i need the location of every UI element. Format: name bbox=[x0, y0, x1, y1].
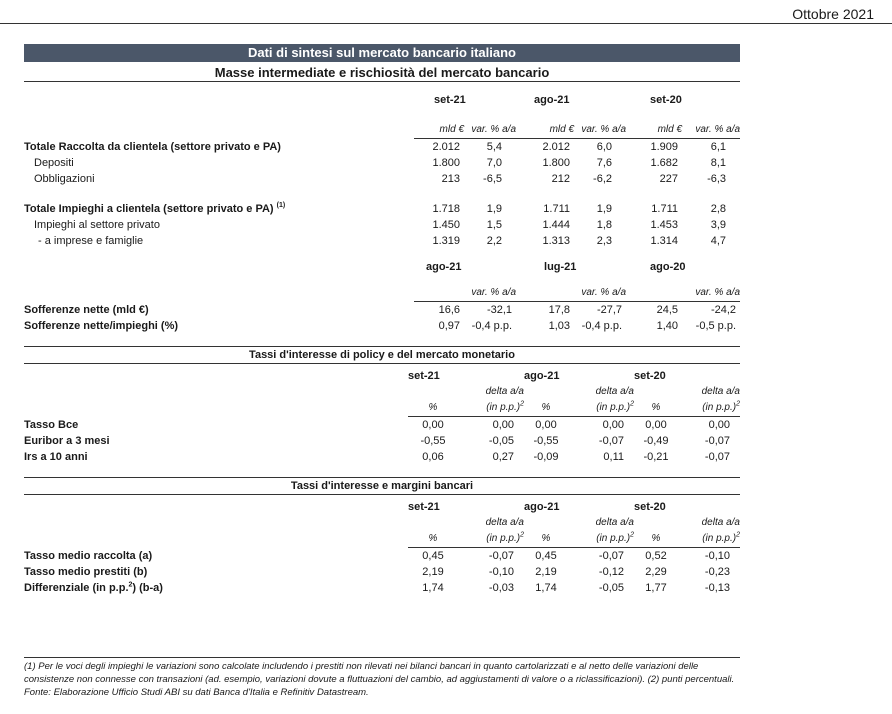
cell-value: 7,6 bbox=[596, 157, 613, 169]
cell-value: -24,2 bbox=[710, 304, 737, 316]
cell-value: -0,13 bbox=[704, 582, 730, 594]
table-row bbox=[24, 233, 740, 249]
table-row bbox=[24, 155, 740, 171]
cell-value: 1.909 bbox=[650, 141, 679, 153]
table-row bbox=[24, 139, 740, 156]
cell-value: 1,5 bbox=[486, 219, 503, 231]
cell-value: 1.453 bbox=[650, 219, 679, 231]
unit-pct: % bbox=[634, 400, 678, 417]
row-label: Tasso medio prestiti (b) bbox=[24, 566, 148, 578]
unit-pct: % bbox=[408, 400, 458, 417]
policy-table bbox=[24, 368, 740, 465]
table-row bbox=[24, 201, 740, 217]
cell-value: 1.711 bbox=[651, 203, 679, 215]
row-label: Irs a 10 anni bbox=[24, 451, 88, 463]
cell-value: 0,11 bbox=[603, 451, 624, 463]
cell-value: 1.718 bbox=[432, 203, 460, 215]
period-header: ago-21 bbox=[426, 261, 462, 273]
unit-var: var. % a/a bbox=[682, 122, 740, 139]
period-header: set-21 bbox=[408, 501, 440, 513]
cell-value: 0,00 bbox=[422, 419, 444, 431]
cell-value: -0,55 bbox=[420, 435, 446, 447]
row-label: Impieghi al settore privato bbox=[34, 219, 160, 231]
delta-label: delta a/a bbox=[701, 517, 740, 528]
cell-value: 227 bbox=[659, 173, 679, 185]
period-header: set-20 bbox=[634, 370, 666, 382]
cell-value: 1.682 bbox=[650, 157, 679, 169]
cell-value: 17,8 bbox=[548, 304, 571, 316]
unit-var: var. % a/a bbox=[574, 285, 626, 302]
cell-value: 8,1 bbox=[710, 157, 727, 169]
cell-value: 0,97 bbox=[438, 320, 460, 332]
section-title-bancari: Tassi d'interesse e margini bancari bbox=[290, 480, 474, 492]
cell-value: 3,9 bbox=[710, 219, 727, 231]
unit-pp: (in p.p.)$^2$ bbox=[458, 400, 524, 417]
report-body bbox=[24, 44, 740, 596]
row-label: Euribor a 3 mesi bbox=[24, 435, 110, 447]
table-row bbox=[24, 449, 740, 465]
cell-value: 0,00 bbox=[602, 419, 624, 431]
cell-value: -0,23 bbox=[704, 566, 730, 578]
cell-value: 0,45 bbox=[422, 550, 444, 562]
cell-value: 2,8 bbox=[710, 203, 727, 215]
table-row bbox=[24, 217, 740, 233]
cell-value: 1.444 bbox=[542, 219, 571, 231]
cell-value: 1.313 bbox=[542, 235, 571, 247]
unit-mld: mld € bbox=[626, 122, 682, 139]
cell-value: 0,45 bbox=[535, 550, 557, 562]
bancari-table bbox=[24, 499, 740, 596]
period-header: set-20 bbox=[634, 501, 666, 513]
cell-value: 1,9 bbox=[486, 203, 503, 215]
cell-value: 0,00 bbox=[535, 419, 557, 431]
row-label: Tasso medio raccolta (a) bbox=[24, 549, 153, 562]
cell-value: -0,5 p.p. bbox=[695, 320, 737, 332]
unit-var: var. % a/a bbox=[574, 122, 626, 139]
cell-value: 2.012 bbox=[542, 141, 571, 153]
impieghi-rows bbox=[24, 201, 740, 249]
cell-value: 16,6 bbox=[438, 304, 460, 316]
period-header: ago-21 bbox=[524, 501, 560, 513]
cell-value: -6,5 bbox=[483, 173, 503, 185]
cell-value: -0,07 bbox=[598, 550, 624, 562]
period-header: ago-20 bbox=[650, 261, 686, 273]
bancari-rows bbox=[24, 548, 740, 597]
cell-value: -0,05 bbox=[598, 582, 624, 594]
policy-rows bbox=[24, 417, 740, 466]
unit-pct: % bbox=[524, 400, 568, 417]
period-header: set-21 bbox=[408, 370, 440, 382]
cell-value: 1.800 bbox=[542, 157, 571, 169]
cell-value: 1,77 bbox=[645, 582, 667, 594]
row-label: - a imprese e famiglie bbox=[38, 235, 144, 247]
cell-value: -0,4 p.p. bbox=[471, 320, 513, 332]
table-row bbox=[24, 171, 740, 187]
cell-value: -32,1 bbox=[486, 304, 513, 316]
cell-value: -0,03 bbox=[488, 582, 514, 594]
unit-pct: % bbox=[634, 531, 678, 548]
delta-label: delta a/a bbox=[485, 386, 524, 397]
cell-value: -0,4 p.p. bbox=[581, 320, 623, 332]
row-label: Differenziale (in p.p.$^2$) (b-a) bbox=[24, 581, 163, 594]
cell-value: 1,03 bbox=[548, 320, 571, 332]
table-row bbox=[24, 548, 740, 565]
cell-value: 1.314 bbox=[650, 235, 679, 247]
period-header: set-21 bbox=[434, 94, 466, 106]
period-header: set-20 bbox=[650, 94, 682, 106]
cell-value: 4,7 bbox=[710, 235, 727, 247]
cell-value: -6,2 bbox=[593, 173, 613, 185]
cell-value: 1.319 bbox=[432, 235, 460, 247]
cell-value: -0,21 bbox=[643, 451, 669, 463]
section-rule bbox=[24, 363, 740, 364]
page-title: Dati di sintesi sul mercato bancario italiano bbox=[24, 44, 740, 62]
period-header: lug-21 bbox=[544, 261, 577, 273]
page-subtitle: Masse intermediate e rischiosità del mercato bancario bbox=[214, 65, 550, 80]
row-label: Totale Impieghi a clientela (settore privato e PA) $^{(1)}$ bbox=[24, 202, 286, 215]
cell-value: 1,40 bbox=[656, 320, 679, 332]
delta-label: delta a/a bbox=[595, 386, 634, 397]
cell-value: -0,07 bbox=[598, 435, 624, 447]
cell-value: -0,09 bbox=[533, 451, 559, 463]
section-rule bbox=[24, 494, 740, 495]
cell-value: 1,74 bbox=[422, 582, 444, 594]
table-row bbox=[24, 417, 740, 434]
row-label: Tasso Bce bbox=[24, 418, 79, 431]
delta-label: delta a/a bbox=[595, 517, 634, 528]
cell-value: 1,8 bbox=[596, 219, 613, 231]
cell-value: 1,9 bbox=[596, 203, 613, 215]
cell-value: 0,06 bbox=[422, 451, 444, 463]
cell-value: 0,00 bbox=[645, 419, 667, 431]
masse-table bbox=[24, 92, 740, 334]
cell-value: 6,1 bbox=[710, 141, 727, 153]
unit-var: var. % a/a bbox=[682, 285, 740, 302]
row-label: Sofferenze nette (mld €) bbox=[24, 303, 149, 316]
cell-value: -0,10 bbox=[488, 566, 514, 578]
unit-var: var. % a/a bbox=[464, 285, 516, 302]
cell-value: 24,5 bbox=[656, 304, 679, 316]
delta-label: delta a/a bbox=[701, 386, 740, 397]
table-row bbox=[24, 318, 740, 334]
cell-value: 2,3 bbox=[596, 235, 613, 247]
cell-value: 2,19 bbox=[535, 566, 557, 578]
cell-value: 1.800 bbox=[432, 157, 460, 169]
cell-value: -0,07 bbox=[704, 451, 730, 463]
unit-pct: % bbox=[408, 531, 458, 548]
raccolta-rows bbox=[24, 139, 740, 188]
cell-value: 2,19 bbox=[422, 566, 444, 578]
subtitle-rule bbox=[24, 81, 740, 82]
row-label: Obbligazioni bbox=[34, 173, 95, 185]
cell-value: 0,00 bbox=[708, 419, 730, 431]
cell-value: 0,00 bbox=[492, 419, 514, 431]
header-rule bbox=[0, 23, 892, 24]
cell-value: 2,2 bbox=[486, 235, 503, 247]
cell-value: -0,12 bbox=[598, 566, 624, 578]
cell-value: -6,3 bbox=[707, 173, 727, 185]
table-row bbox=[24, 580, 740, 596]
sofferenze-rows bbox=[24, 302, 740, 335]
unit-mld: mld € bbox=[414, 122, 464, 139]
cell-value: 2,29 bbox=[645, 566, 667, 578]
cell-value: 1.711 bbox=[543, 203, 571, 215]
cell-value: 2.012 bbox=[432, 141, 460, 153]
unit-pct: % bbox=[524, 531, 568, 548]
cell-value: -0,05 bbox=[488, 435, 514, 447]
cell-value: -0,07 bbox=[704, 435, 730, 447]
row-label: Sofferenze nette/impieghi (%) bbox=[24, 320, 179, 332]
cell-value: -0,49 bbox=[643, 435, 669, 447]
section-title-policy: Tassi d'interesse di policy e del mercato monetario bbox=[249, 349, 515, 361]
unit-pp: (in p.p.)$^2$ bbox=[458, 531, 524, 548]
row-label: Depositi bbox=[34, 157, 74, 169]
unit-pp: (in p.p.)$^2$ bbox=[678, 400, 740, 417]
cell-value: 213 bbox=[441, 173, 460, 185]
cell-value: -0,10 bbox=[704, 550, 730, 562]
cell-value: 1.450 bbox=[432, 219, 460, 231]
cell-value: 1,74 bbox=[535, 582, 557, 594]
cell-value: -27,7 bbox=[596, 304, 623, 316]
unit-pp: (in p.p.)$^2$ bbox=[568, 531, 634, 548]
table-row bbox=[24, 302, 740, 319]
footnote: (1) Per le voci degli impieghi le variazioni sono calcolate includendo i prestiti non rilevati nei bilanci bancari in quanto cartolarizzati e al netto delle variazioni delle consistenze non connesse con transazioni (ad. esempio, variazioni dovute a fluttuazioni del cambio, ad aggiustamenti di valore o a riclassificazioni). (2) punti percentuali. Fonte: Elaborazione Ufficio Studi ABI su dati Banca d'Italia e Refinitiv Datastream. bbox=[24, 661, 735, 698]
cell-value: -0,07 bbox=[488, 550, 514, 562]
unit-mld: mld € bbox=[516, 122, 574, 139]
unit-pp: (in p.p.)$^2$ bbox=[678, 531, 740, 548]
cell-value: 7,0 bbox=[486, 157, 503, 169]
cell-value: 0,52 bbox=[645, 550, 667, 562]
unit-pp: (in p.p.)$^2$ bbox=[568, 400, 634, 417]
cell-value: 5,4 bbox=[486, 141, 503, 153]
footnote-rule bbox=[24, 657, 740, 658]
cell-value: -0,55 bbox=[533, 435, 559, 447]
cell-value: 6,0 bbox=[596, 141, 613, 153]
delta-label: delta a/a bbox=[485, 517, 524, 528]
cell-value: 0,27 bbox=[492, 451, 514, 463]
period-header: ago-21 bbox=[524, 370, 560, 382]
row-label: Totale Raccolta da clientela (settore privato e PA) bbox=[24, 140, 281, 153]
cell-value: 212 bbox=[551, 173, 571, 185]
table-row bbox=[24, 433, 740, 449]
report-date: Ottobre 2021 bbox=[792, 6, 874, 22]
table-row bbox=[24, 564, 740, 580]
unit-var: var. % a/a bbox=[464, 122, 516, 139]
period-header: ago-21 bbox=[534, 94, 570, 106]
